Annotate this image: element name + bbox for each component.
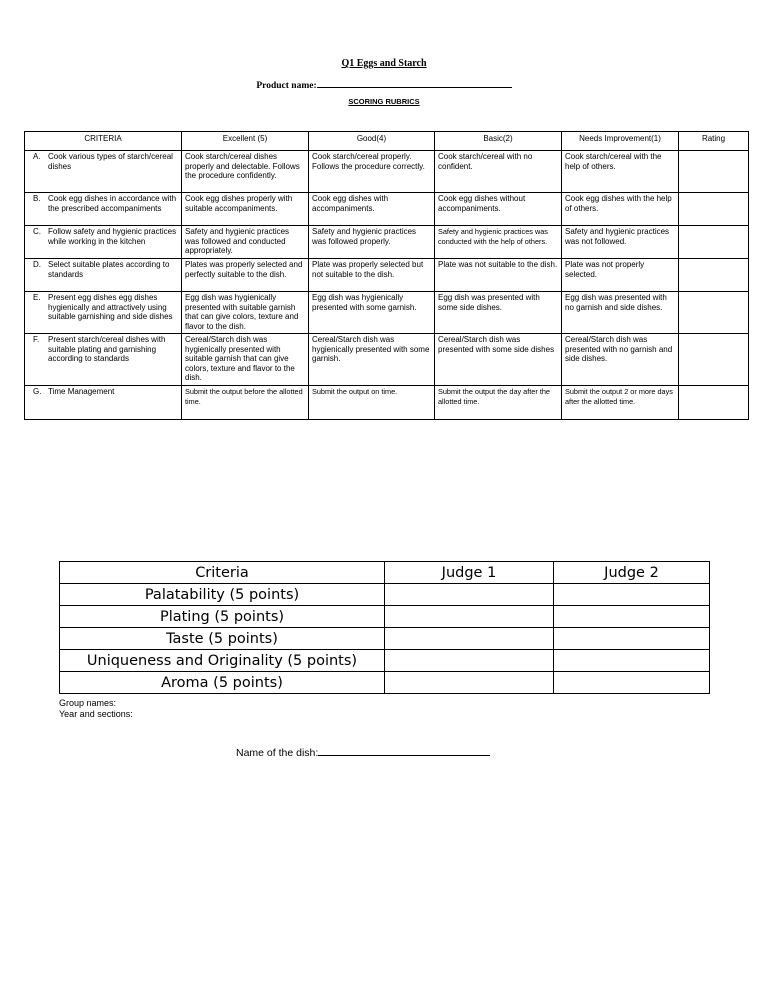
basic-cell: Cook starch/cereal with no confident. xyxy=(435,151,562,193)
criteria-cell xyxy=(25,259,182,292)
needs-improvement-cell: Egg dish was presented with no garnish and side dishes. xyxy=(562,292,679,334)
criteria-letter: E. xyxy=(33,293,41,302)
excellent-cell: Cook starch/cereal dishes properly and delectable. Follows the procedure confidently. xyxy=(182,151,309,193)
dish-name-line xyxy=(236,745,490,759)
needs-improvement-cell: Cook egg dishes with the help of others. xyxy=(562,193,679,226)
scoring-rubric-table xyxy=(24,131,749,420)
product-name-line xyxy=(0,78,768,91)
needs-improvement-cell: Plate was not properly selected. xyxy=(562,259,679,292)
judging-row xyxy=(60,650,710,672)
judging-criterion: Palatability (5 points) xyxy=(60,584,385,606)
good-cell: Cereal/Starch dish was hygienically presented with some garnish. xyxy=(309,334,435,386)
rubric-row xyxy=(25,259,749,292)
judge-2-score-cell[interactable] xyxy=(554,628,710,650)
judging-criterion: Uniqueness and Originality (5 points) xyxy=(60,650,385,672)
criteria-text: Cook egg dishes in accordance with the prescribed accompaniments xyxy=(48,194,177,213)
needs-improvement-cell: Submit the output 2 or more days after the allotted time. xyxy=(562,386,679,420)
criteria-text: Cook various types of starch/cereal dishes xyxy=(48,152,173,171)
col-header-excellent: Excellent (5) xyxy=(182,132,309,151)
judge-2-score-cell[interactable] xyxy=(554,650,710,672)
judging-row xyxy=(60,628,710,650)
good-cell: Cook starch/cereal properly. Follows the procedure correctly. xyxy=(309,151,435,193)
excellent-cell: Plates was properly selected and perfectly suitable to the dish. xyxy=(182,259,309,292)
judging-criterion: Aroma (5 points) xyxy=(60,672,385,694)
year-sections-label: Year and sections: xyxy=(59,709,133,719)
criteria-letter: D. xyxy=(33,260,41,269)
col-header-basic: Basic(2) xyxy=(435,132,562,151)
col-header-good: Good(4) xyxy=(309,132,435,151)
judging-col-judge-2: Judge 2 xyxy=(554,562,710,584)
needs-improvement-cell: Safety and hygienic practices was not followed. xyxy=(562,226,679,259)
excellent-cell: Submit the output before the allotted time. xyxy=(182,386,309,420)
criteria-text: Present egg dishes egg dishes hygienically and attractively using suitable garnishing and side dishes xyxy=(48,293,173,322)
basic-cell: Safety and hygienic practices was conducted with the help of others. xyxy=(435,226,562,259)
criteria-cell xyxy=(25,292,182,334)
col-header-criteria: CRITERIA xyxy=(25,132,182,151)
group-names-label: Group names: xyxy=(59,698,117,708)
criteria-letter: B. xyxy=(33,194,41,203)
judge-1-score-cell[interactable] xyxy=(385,606,554,628)
judging-col-criteria: Criteria xyxy=(60,562,385,584)
judging-table xyxy=(59,561,710,694)
excellent-cell: Egg dish was hygienically presented with suitable garnish that can give colors, texture and flavor to the dish. xyxy=(182,292,309,334)
criteria-text: Follow safety and hygienic practices while working in the kitchen xyxy=(48,227,177,246)
excellent-cell: Cereal/Starch dish was hygienically presented with suitable garnish that can give colors, texture and flavor to the dish. xyxy=(182,334,309,386)
judging-row xyxy=(60,672,710,694)
criteria-text: Select suitable plates according to standards xyxy=(48,260,170,279)
basic-cell: Cereal/Starch dish was presented with some side dishes xyxy=(435,334,562,386)
judge-1-score-cell[interactable] xyxy=(385,628,554,650)
criteria-text: Time Management xyxy=(48,387,115,396)
rubric-row xyxy=(25,292,749,334)
good-cell: Cook egg dishes with accompaniments. xyxy=(309,193,435,226)
col-header-rating: Rating xyxy=(679,132,749,151)
excellent-cell: Cook egg dishes properly with suitable accompaniments. xyxy=(182,193,309,226)
judging-criterion: Plating (5 points) xyxy=(60,606,385,628)
rating-cell[interactable] xyxy=(679,292,749,334)
dish-name-label: Name of the dish: xyxy=(236,747,319,759)
criteria-letter: F. xyxy=(33,335,40,344)
document-title: Q1 Eggs and Starch xyxy=(341,58,427,69)
basic-cell: Submit the output the day after the allotted time. xyxy=(435,386,562,420)
judging-row xyxy=(60,606,710,628)
basic-cell: Egg dish was presented with some side dishes. xyxy=(435,292,562,334)
rating-cell[interactable] xyxy=(679,334,749,386)
judge-2-score-cell[interactable] xyxy=(554,606,710,628)
judge-1-score-cell[interactable] xyxy=(385,672,554,694)
judging-header-row xyxy=(60,562,710,584)
judge-1-score-cell[interactable] xyxy=(385,584,554,606)
rubric-row xyxy=(25,334,749,386)
criteria-cell xyxy=(25,193,182,226)
basic-cell: Plate was not suitable to the dish. xyxy=(435,259,562,292)
criteria-cell xyxy=(25,151,182,193)
criteria-letter: G. xyxy=(33,387,42,396)
rubric-row xyxy=(25,193,749,226)
criteria-cell xyxy=(25,226,182,259)
good-cell: Submit the output on time. xyxy=(309,386,435,420)
col-header-needs-improvement: Needs Improvement(1) xyxy=(562,132,679,151)
judge-2-score-cell[interactable] xyxy=(554,672,710,694)
criteria-letter: C. xyxy=(33,227,41,236)
good-cell: Safety and hygienic practices was followed properly. xyxy=(309,226,435,259)
judging-row xyxy=(60,584,710,606)
basic-cell: Cook egg dishes without accompaniments. xyxy=(435,193,562,226)
rubric-row xyxy=(25,151,749,193)
rating-cell[interactable] xyxy=(679,193,749,226)
scoring-rubrics-heading: SCORING RUBRICS xyxy=(348,97,420,106)
product-name-blank xyxy=(317,78,512,88)
rating-cell[interactable] xyxy=(679,259,749,292)
rubric-header-row xyxy=(25,132,749,151)
criteria-text: Present starch/cereal dishes with suitable plating and garnishing according to standards xyxy=(48,335,166,364)
dish-name-blank[interactable] xyxy=(318,745,490,756)
rubric-row xyxy=(25,226,749,259)
rating-cell[interactable] xyxy=(679,151,749,193)
needs-improvement-cell: Cook starch/cereal with the help of others. xyxy=(562,151,679,193)
rubric-row xyxy=(25,386,749,420)
judge-2-score-cell[interactable] xyxy=(554,584,710,606)
judging-col-judge-1: Judge 1 xyxy=(385,562,554,584)
product-name-label: Product name: xyxy=(256,81,317,91)
excellent-cell: Safety and hygienic practices was followed and conducted appropriately. xyxy=(182,226,309,259)
judge-1-score-cell[interactable] xyxy=(385,650,554,672)
rating-cell[interactable] xyxy=(679,226,749,259)
judging-criterion: Taste (5 points) xyxy=(60,628,385,650)
criteria-letter: A. xyxy=(33,152,41,161)
good-cell: Egg dish was hygienically presented with some garnish. xyxy=(309,292,435,334)
needs-improvement-cell: Cereal/Starch dish was presented with no garnish and side dishes. xyxy=(562,334,679,386)
rating-cell[interactable] xyxy=(679,386,749,420)
criteria-cell xyxy=(25,334,182,386)
good-cell: Plate was properly selected but not suitable to the dish. xyxy=(309,259,435,292)
criteria-cell xyxy=(25,386,182,420)
